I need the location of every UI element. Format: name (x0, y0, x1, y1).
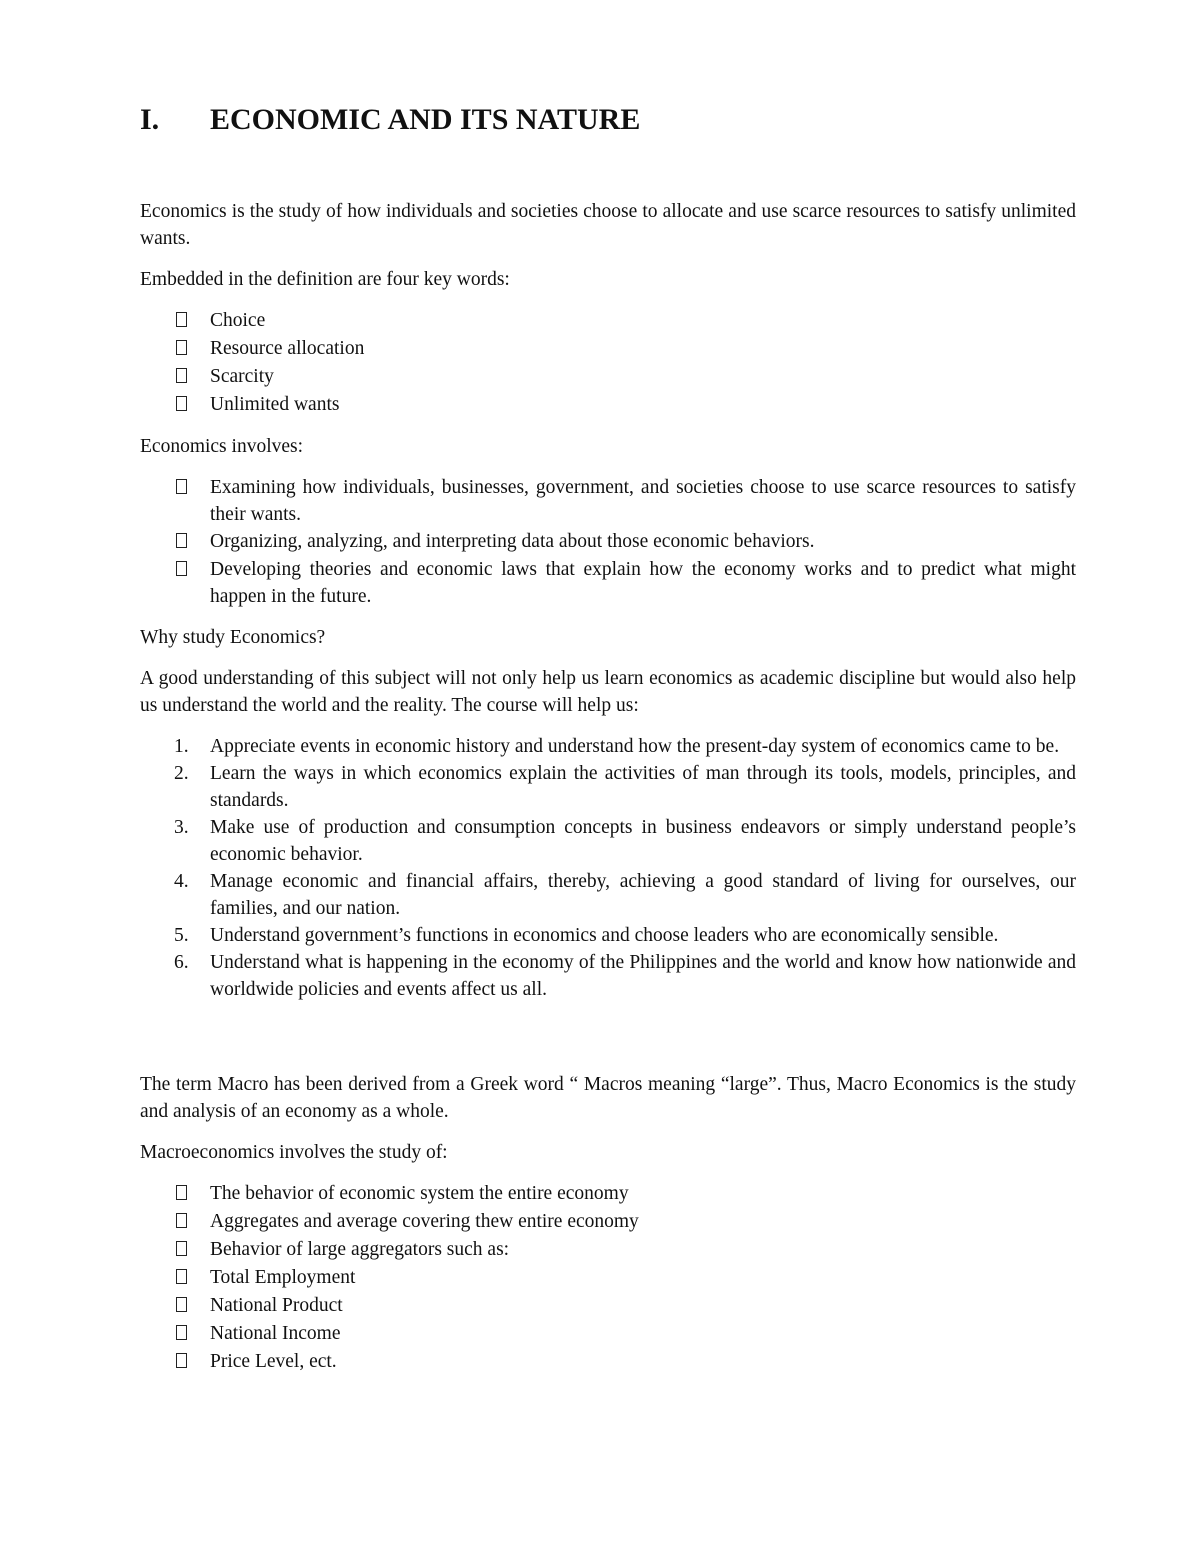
bullet-box-icon (176, 340, 187, 355)
list-item: The behavior of economic system the entire economy (140, 1180, 1076, 1208)
key-words-intro: Embedded in the definition are four key words: (140, 269, 510, 290)
bullet-box-icon (176, 368, 187, 383)
list-item: 5. Understand government’s functions in economics and choose leaders who are economically sensible. (140, 922, 1076, 949)
macro-paragraph: The term Macro has been derived from a Greek word “ Macros meaning “large”. Thus, Macro Economics is the study and analysis of an economy as a whole. (140, 1074, 1076, 1122)
bullet-box-icon (176, 561, 187, 576)
section-heading (140, 100, 1076, 140)
macro-involves-intro: Macroeconomics involves the study of: (140, 1142, 448, 1163)
list-item: 4. Manage economic and financial affairs, thereby, achieving a good standard of living for ourselves, our families, and our nation. (140, 868, 1076, 922)
list-number: 5. (174, 925, 189, 946)
document-page (140, 100, 1076, 1376)
bullet-box-icon (176, 1185, 187, 1200)
list-number: 1. (174, 736, 189, 757)
list-item: 3. Make use of production and consumption concepts in business endeavors or simply understand people’s economic behavior. (140, 814, 1076, 868)
list-number: 6. (174, 952, 189, 973)
list-item: Resource allocation (140, 335, 1076, 363)
list-item: 2. Learn the ways in which economics explain the activities of man through its tools, models, principles, and standards. (140, 760, 1076, 814)
bullet-box-icon (176, 533, 187, 548)
list-number: 2. (174, 763, 189, 784)
section-number: I. (140, 103, 160, 136)
benefits-list (140, 733, 1076, 1003)
list-item: 6. Understand what is happening in the economy of the Philippines and the world and know how nationwide and worldwide policies and events affect us all. (140, 949, 1076, 1003)
list-item: 1. Appreciate events in economic history and understand how the present-day system of economics came to be. (140, 733, 1076, 760)
list-item: National Income (140, 1320, 1076, 1348)
list-item: Scarcity (140, 363, 1076, 391)
list-item: Developing theories and economic laws that explain how the economy works and to predict what might happen in the future. (140, 556, 1076, 610)
bullet-box-icon (176, 1213, 187, 1228)
involves-list (140, 474, 1076, 610)
key-words-list (140, 307, 1076, 419)
list-item: Organizing, analyzing, and interpreting data about those economic behaviors. (140, 528, 1076, 556)
bullet-box-icon (176, 1353, 187, 1368)
why-study-title: Why study Economics? (140, 627, 326, 648)
macro-list (140, 1180, 1076, 1376)
bullet-box-icon (176, 312, 187, 327)
section-title: ECONOMIC AND ITS NATURE (210, 103, 641, 136)
list-item: Aggregates and average covering thew entire economy (140, 1208, 1076, 1236)
bullet-box-icon (176, 1241, 187, 1256)
bullet-box-icon (176, 479, 187, 494)
list-item: Behavior of large aggregators such as: (140, 1236, 1076, 1264)
bullet-box-icon (176, 1325, 187, 1340)
list-item: Examining how individuals, businesses, government, and societies choose to use scarce resources to satisfy their wants. (140, 474, 1076, 528)
intro-paragraph: Economics is the study of how individuals and societies choose to allocate and use scarce resources to satisfy unlimited wants. (140, 201, 1076, 249)
list-item: Total Employment (140, 1264, 1076, 1292)
list-item: Unlimited wants (140, 391, 1076, 419)
bullet-box-icon (176, 1297, 187, 1312)
why-study-paragraph: A good understanding of this subject will not only help us learn economics as academic discipline but would also help us understand the world and the reality. The course will help us: (140, 668, 1076, 716)
list-item: Price Level, ect. (140, 1348, 1076, 1376)
bullet-box-icon (176, 396, 187, 411)
bullet-box-icon (176, 1269, 187, 1284)
list-item: Choice (140, 307, 1076, 335)
involves-intro: Economics involves: (140, 436, 304, 457)
list-item: National Product (140, 1292, 1076, 1320)
list-number: 3. (174, 817, 189, 838)
list-number: 4. (174, 871, 189, 892)
